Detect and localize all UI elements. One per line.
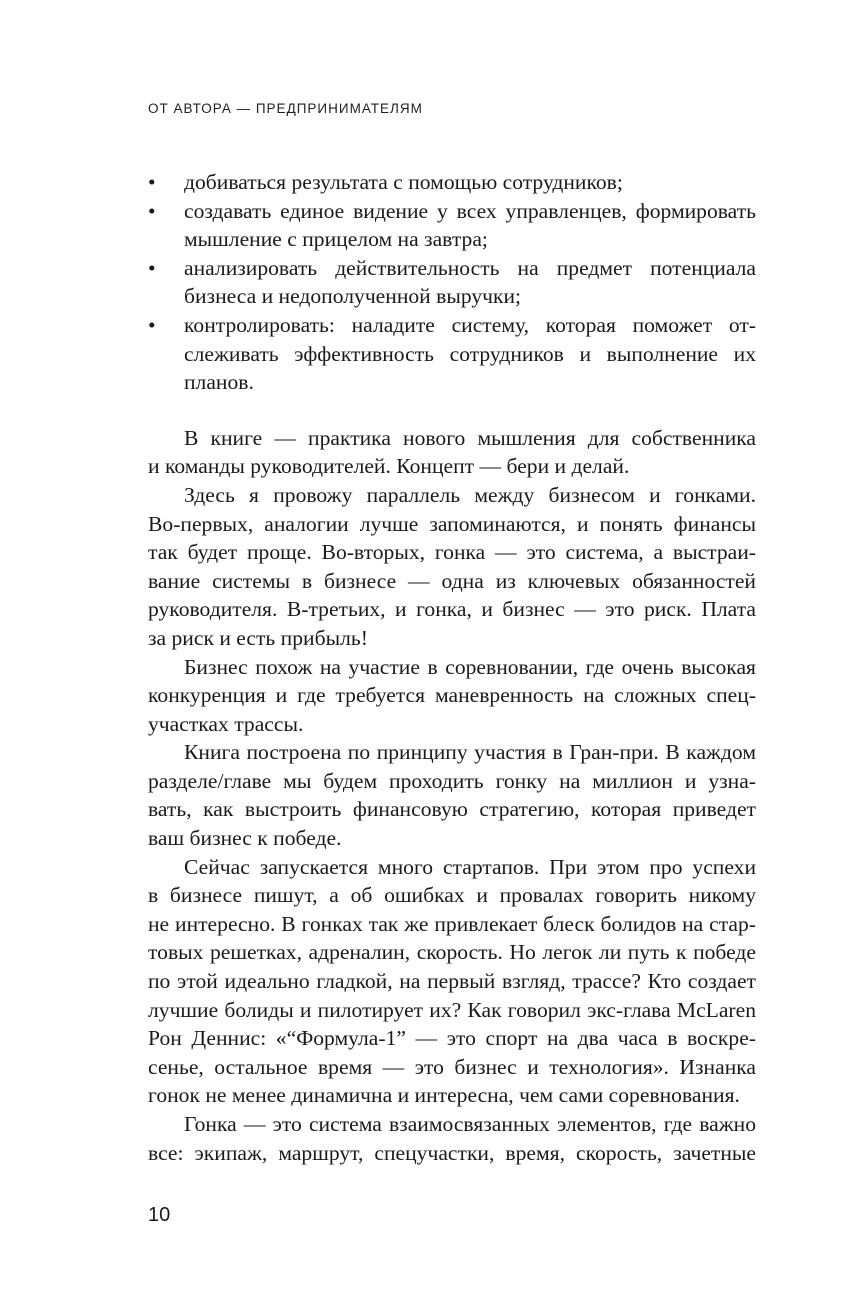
paragraph — [148, 853, 756, 1110]
text-line: так будет проще. Во-вторых, гонка — это система, а выстраи- — [148, 540, 756, 565]
text-line: гонок не менее динамична и интересна, чем сами соревнования. — [148, 1083, 740, 1108]
bullet-mark: • — [148, 312, 156, 337]
text-line: планов. — [184, 370, 254, 395]
body-text — [148, 168, 756, 1167]
text-line: конкуренция и где требуется маневренность на сложных спец- — [148, 683, 756, 708]
bullet-item — [148, 168, 756, 197]
text-line: ваш бизнес к победе. — [148, 826, 342, 851]
paragraph — [148, 1110, 756, 1167]
text-line: по этой идеально гладкой, на первый взгляд, трассе? Кто создает — [148, 969, 756, 994]
text-line: разделе/главе мы будем проходить гонку на миллион и узна- — [148, 768, 756, 793]
text-line: бизнеса и недополученной выручки; — [184, 284, 522, 309]
bullet-item — [148, 254, 756, 311]
text-line: руководителя. В-третьих, и гонка, и бизнес — это риск. Плата — [148, 597, 756, 622]
paragraph — [148, 424, 756, 481]
text-line: анализировать действительность на предмет потенциала — [184, 255, 756, 280]
text-line: участках трассы. — [148, 711, 304, 736]
bullet-mark: • — [148, 198, 156, 223]
text-line: за риск и есть прибыль! — [148, 625, 368, 650]
bullet-mark: • — [148, 170, 156, 194]
paragraphs — [148, 424, 756, 1167]
text-line: товых решетках, адреналин, скорость. Но легок ли путь к победе — [148, 940, 756, 965]
text-line: Гонка — это система взаимосвязанных элементов, где важно — [184, 1112, 756, 1136]
bullet-item — [148, 197, 756, 254]
text-line: все: экипаж, маршрут, спецучастки, время, скорость, зачетные — [148, 1140, 756, 1165]
text-line: Книга построена по принципу участия в Гран-при. В каждом — [184, 740, 756, 765]
text-line: контролировать: наладите систему, которая поможет от- — [184, 312, 756, 337]
text-line: добиваться результата с помощью сотрудников; — [184, 170, 623, 194]
running-head: ОТ АВТОРА — ПРЕДПРИНИМАТЕЛЯМ — [148, 101, 423, 116]
text-line: и команды руководителей. Концепт — бери и делай. — [148, 454, 630, 479]
text-line: слеживать эффективность сотрудников и выполнение их — [184, 341, 756, 366]
text-line: Бизнес похож на участие в соревновании, где очень высокая — [184, 654, 756, 679]
bullet-item — [148, 311, 756, 397]
text-line: создавать единое видение у всех управленцев, формировать — [184, 198, 756, 223]
paragraph — [148, 738, 756, 852]
text-line: в бизнесе пишут, а об ошибках и провалах говорить никому — [148, 883, 756, 908]
page-number: 10 — [148, 1204, 171, 1226]
bullet-list — [148, 168, 756, 397]
text-line: мышление с прицелом на завтра; — [184, 227, 488, 252]
bullet-mark: • — [148, 255, 156, 280]
text-line: В книге — практика нового мышления для собственника — [184, 425, 756, 450]
text-line: сенье, остальное время — это бизнес и технология». Изнанка — [148, 1054, 756, 1079]
text-line: лучшие болиды и пилотирует их? Как говорил экс-глава McLaren — [148, 997, 756, 1022]
text-line: Рон Деннис: «“Формула-1” — это спорт на два часа в воскре- — [148, 1026, 756, 1051]
text-line: Во-первых, аналогии лучше запоминаются, и понять финансы — [148, 511, 756, 536]
text-line: Сейчас запускается много стартапов. При этом про успехи — [184, 854, 756, 879]
text-line: вание системы в бизнесе — одна из ключевых обязанностей — [148, 568, 756, 593]
paragraph — [148, 481, 756, 653]
text-line: вать, как выстроить финансовую стратегию, которая приведет — [148, 797, 756, 822]
text-line: Здесь я провожу параллель между бизнесом и гонками. — [184, 482, 756, 507]
paragraph-gap — [148, 397, 756, 424]
paragraph — [148, 653, 756, 739]
text-line: не интересно. В гонках так же привлекает блеск болидов на стар- — [148, 911, 756, 936]
